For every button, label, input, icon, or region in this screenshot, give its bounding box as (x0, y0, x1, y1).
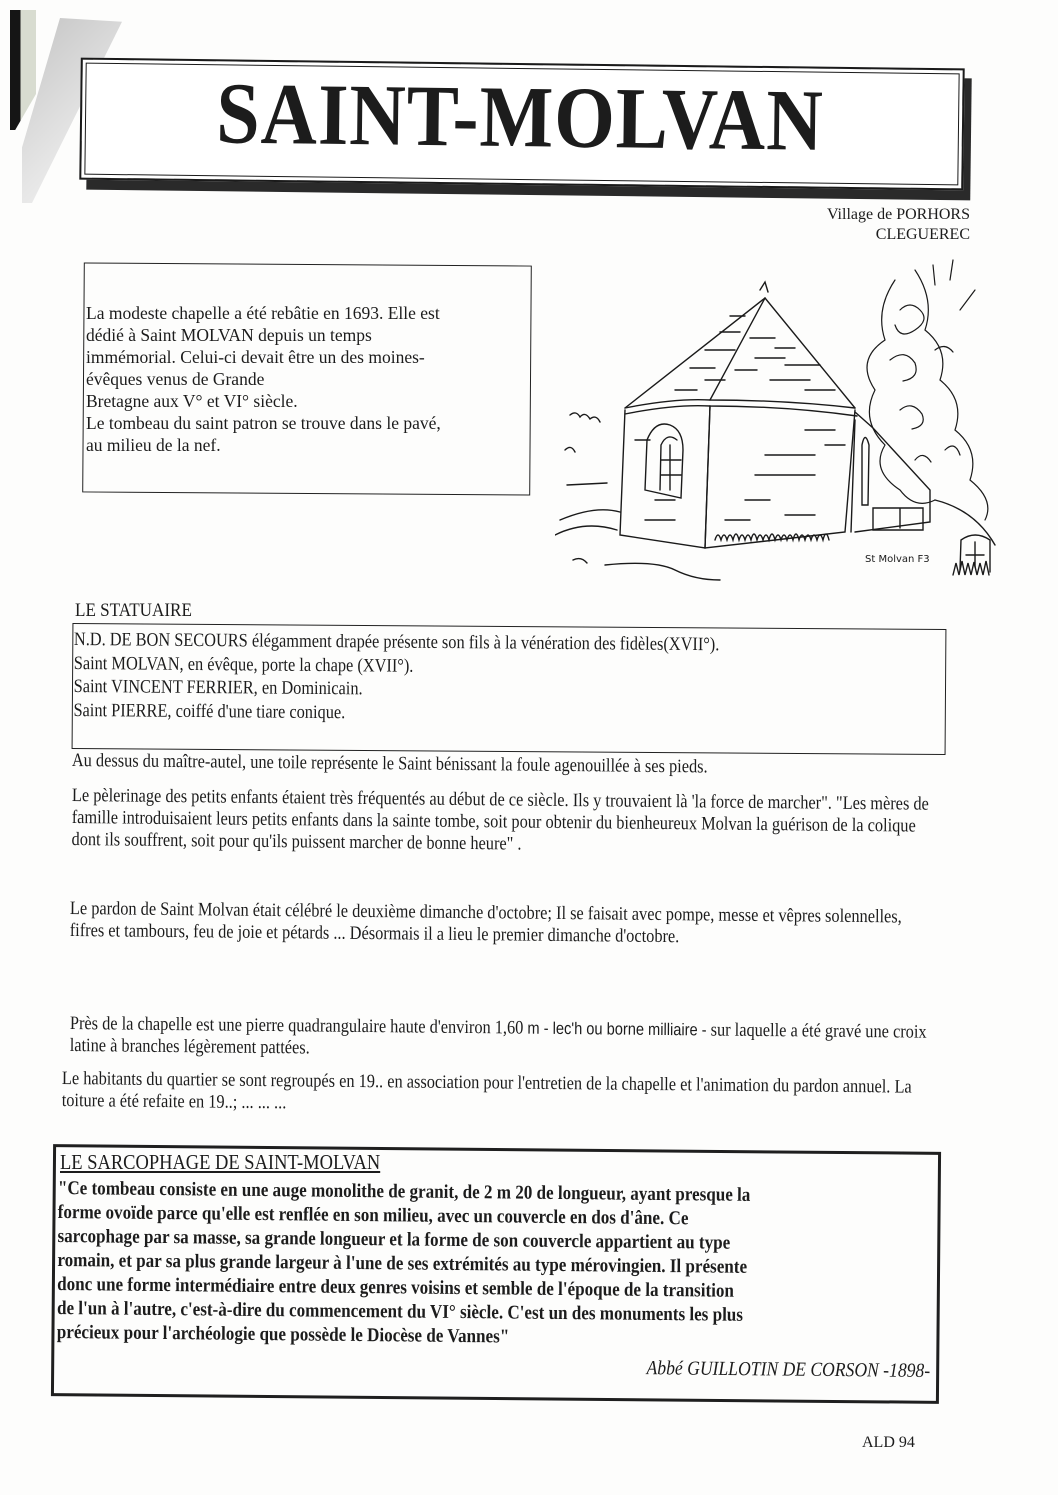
drawing-signature: St Molvan F3 (865, 554, 930, 565)
quote-line: "Ce tombeau consiste en une auge monolithe de granit, de 2 m 20 de longueur, ayant presque la (57, 1178, 751, 1206)
statuaire-item: Saint VINCENT FERRIER, en Dominicain. (73, 675, 363, 700)
location-commune: CLEGUEREC (875, 226, 970, 243)
statuaire-heading: LE STATUAIRE (75, 600, 192, 621)
chapel-drawing (555, 250, 1005, 595)
statuaire-list (73, 628, 848, 728)
sarcophage-heading: LE SARCOPHAGE DE SAINT-MOLVAN (60, 1150, 381, 1174)
quote-line: forme ovoïde parce qu'elle est renflée en son milieu, avec un couvercle en dos d'âne. Ce (57, 1201, 689, 1230)
paragraph-pelerinage: Le pèlerinage des petits enfants étaient très fréquentés au début de ce siècle. Ils y trouvaient là 'la force de marcher". "Les mères de famille introduisaient leurs petits enfants dans la sainte tombe, soit pour obtenir du bienheureux Molvan la guérison de la colique dont ils souffrent, soit pour qu'ils puissent marcher de bonne heure" . (71, 785, 929, 855)
quote-line: précieux pour l'archéologie que possède le Diocèse de Vannes" (56, 1321, 510, 1348)
quote-author: Abbé GUILLOTIN DE CORSON -1898- (646, 1357, 930, 1382)
statuaire-note: Au dessus du maître-autel, une toile représente le Saint bénissant la foule agenouillée à ses pieds. (71, 750, 708, 778)
paragraph-pierre: Près de la chapelle est une pierre quadrangulaire haute d'environ 1,60 m - lec'h ou borne milliaire - sur laquelle a été gravé une croix latine à branches légèrement pattées. (69, 1013, 927, 1059)
location (827, 205, 970, 245)
statuaire-item: Saint MOLVAN, en évêque, porte la chape (XVII°). (73, 652, 414, 677)
quote-line: de l'un à l'autre, c'est-à-dire du commencement du VI° siècle. C'est un des monuments les plus (56, 1297, 744, 1326)
paragraph-pardon: Le pardon de Saint Molvan était célébré le deuxième dimanche d'octobre; Il se faisait avec pompe, messe et vêpres solennelles, fifres et tambours, feu de joie et pétards ... Désormais il a lieu le premier dimanche d'octobre. (69, 898, 902, 948)
paragraph-habitants: Le habitants du quartier se sont regroupés en 19.. en association pour l'entretien de la chapelle et l'animation du pardon annuel. La toiture a été refaite en 19..; ... ... ... (61, 1068, 912, 1114)
intro-text: La modeste chapelle a été rebâtie en 1693. Elle est dédié à Saint MOLVAN depuis un temps immémorial. Celui-ci devait être un des moines- évêques venus de Grande Bretagne aux V° et VI° siècle. Le tombeau du saint patron se trouve dans le pavé, au milieu de la nef. (86, 303, 441, 455)
statuaire-item: Saint PIERRE, coiffé d'une tiare conique. (73, 699, 346, 723)
statuaire-item: N.D. DE BON SECOURS élégamment drapée présente son fils à la vénération des fidèles(XVII°). (73, 629, 720, 656)
chapel-walls (620, 406, 930, 548)
quote-line: sarcophage par sa masse, sa grande longueur et la forme de son couvercle appartient au type (57, 1225, 731, 1254)
page-reference: ALD 94 (862, 1434, 915, 1451)
tree (867, 260, 988, 520)
quote-line: romain, et par sa plus grande largeur à l'une de ses extrémités au type mérovingien. Il présente (57, 1249, 748, 1278)
page-title: SAINT-MOLVAN (215, 64, 825, 169)
chapel-roof (625, 282, 857, 416)
location-village: Village de PORHORS (826, 206, 970, 223)
quote-line: donc une forme intermédiaire entre deux genres voisins et semble de l'époque de la transition (57, 1273, 735, 1302)
bold-phrase: m - lec'h ou borne milliaire - (527, 1018, 707, 1040)
scan-artifact-edge (10, 10, 36, 130)
chapel-window (645, 424, 869, 505)
sarcophage-quote (57, 1177, 916, 1354)
calvary-stone (953, 535, 990, 575)
